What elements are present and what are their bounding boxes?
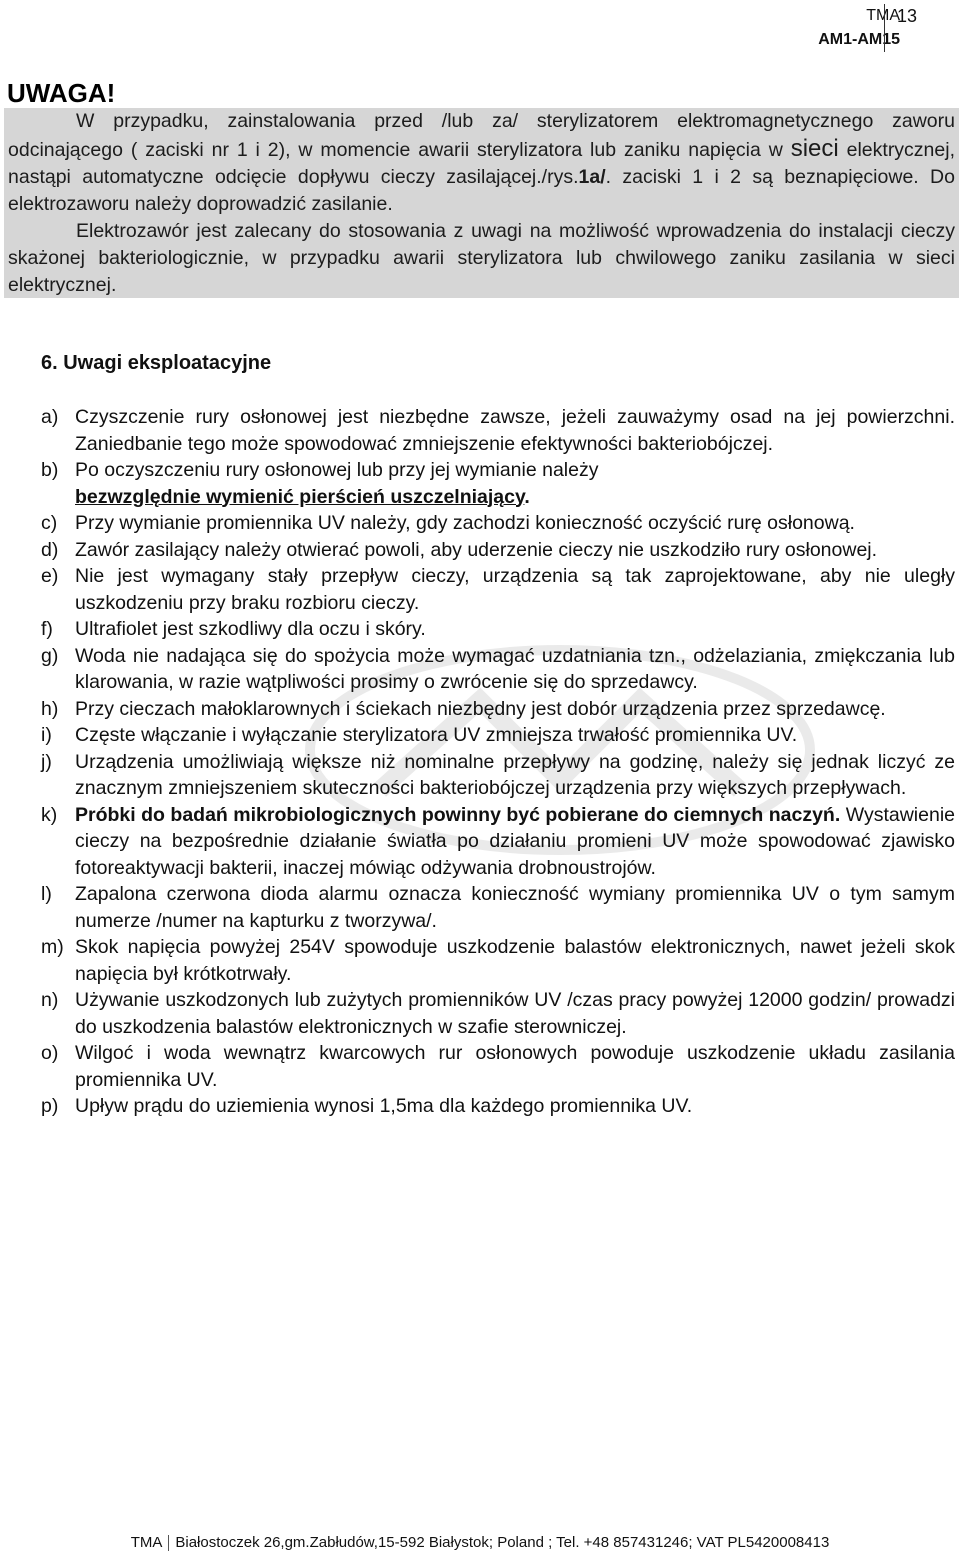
list-item-m bbox=[41, 934, 955, 987]
page-footer bbox=[0, 1534, 960, 1551]
list-item-p bbox=[41, 1093, 955, 1120]
item-letter: a) bbox=[41, 406, 59, 428]
item-letter: b) bbox=[41, 459, 59, 481]
item-k-bold: Próbki do badań mikrobiologicznych powinny być pobierane do ciemnych naczyń. bbox=[75, 803, 841, 826]
warning-text-c: . zaciski 1 i 2 są beznapięciowe. Do elektrozaworu należy doprowadzić zasilanie. bbox=[8, 166, 955, 215]
warning-text-b: elektrycznej, nastąpi automatyczne odcięcie dopływu cieczy zasilającej./rys. bbox=[8, 139, 955, 188]
warning-text-a: W przypadku, zainstalowania przed /lub za/ sterylizatorem elektromagnetycznego zaworu odcinającego ( zaciski nr 1 i 2), w momencie awarii sterylizatora lub zaniku napięcia w bbox=[8, 110, 955, 161]
item-letter: m) bbox=[41, 936, 64, 958]
list-item-n bbox=[41, 987, 955, 1040]
list-item-k bbox=[41, 802, 955, 882]
item-text: Upływ prądu do uziemienia wynosi 1,5ma dla każdego promiennika UV. bbox=[75, 1095, 693, 1117]
item-text: Czyszczenie rury osłonowej jest niezbędne zawsze, jeżeli zauważymy osad na jej powierzchni. Zaniedbanie tego może spowodować zmniejszenie efektywności bakteriobójczej. bbox=[75, 406, 955, 455]
list-item-f bbox=[41, 616, 955, 643]
item-text: Nie jest wymagany stały przepływ cieczy, urządzenia są tak zaprojektowane, aby nie uległy uszkodzeniu przy braku rozbioru cieczy. bbox=[75, 565, 955, 614]
footer-address: Białostoczek 26,gm.Zabłudów,15-592 Białystok; Poland ; Tel. +48 857431246; VAT PL5420008413 bbox=[175, 1534, 830, 1551]
item-text: Przy wymianie promiennika UV należy, gdy zachodzi konieczność oczyścić rurę osłonową. bbox=[75, 512, 855, 534]
footer-company: TMA bbox=[130, 1534, 163, 1551]
item-letter: o) bbox=[41, 1042, 59, 1064]
list-item-c bbox=[41, 510, 955, 537]
item-letter: g) bbox=[41, 644, 59, 667]
warning-title: UWAGA! bbox=[7, 78, 116, 108]
item-letter: f) bbox=[41, 618, 53, 640]
page-number: 13 bbox=[884, 4, 943, 52]
item-letter: c) bbox=[41, 512, 58, 534]
warning-figure-ref: 1a/ bbox=[578, 166, 606, 188]
list-item-g bbox=[41, 643, 955, 696]
item-text: Przy cieczach małoklarownych i ściekach niezbędny jest dobór urządzenia przez sprzedawcę. bbox=[75, 697, 886, 720]
item-letter: k) bbox=[41, 803, 58, 826]
item-b-emphasis: bezwzględnie wymienić pierścień uszczelniający bbox=[75, 485, 525, 508]
warning-paragraph-1 bbox=[4, 108, 959, 218]
list-item-d bbox=[41, 537, 955, 564]
item-b-text: Po oczyszczeniu rury osłonowej lub przy jej wymianie należy bbox=[75, 459, 599, 481]
warning-box bbox=[4, 108, 959, 298]
list-item-b bbox=[41, 457, 955, 510]
remarks-list bbox=[41, 404, 955, 1120]
item-letter: e) bbox=[41, 565, 59, 587]
item-text: Wilgoć i woda wewnątrz kwarcowych rur osłonowych powoduje uszkodzenie układu zasilania promiennika UV. bbox=[75, 1042, 955, 1091]
list-item-l bbox=[41, 881, 955, 934]
list-item-a bbox=[41, 404, 955, 457]
footer-divider bbox=[168, 1535, 169, 1551]
item-text: Skok napięcia powyżej 254V spowoduje uszkodzenie balastów elektronicznych, nawet jeżeli skok napięcia był krótkotrwały. bbox=[75, 936, 955, 985]
section-heading: 6. Uwagi eksploatacyjne bbox=[41, 352, 272, 374]
item-letter: l) bbox=[41, 883, 52, 905]
item-letter: i) bbox=[41, 724, 52, 746]
item-letter: p) bbox=[41, 1095, 59, 1117]
item-letter: d) bbox=[41, 538, 59, 561]
item-text bbox=[75, 802, 955, 882]
item-letter: h) bbox=[41, 697, 59, 720]
item-letter: n) bbox=[41, 989, 59, 1011]
item-text: Zawór zasilający należy otwierać powoli, aby uderzenie cieczy nie uszkodziło rury osłonowej. bbox=[75, 538, 878, 561]
warning-paragraph-2: Elektrozawór jest zalecany do stosowania z uwagi na możliwość wprowadzenia do instalacji cieczy skażonej bakteriologicznie, w przypadku awarii sterylizatora lub chwilowego zaniku zasilania w sieci elektrycznej. bbox=[8, 220, 955, 296]
item-letter: j) bbox=[41, 750, 52, 773]
item-text: Używanie uszkodzonych lub zużytych promienników UV /czas pracy powyżej 12000 godzin/ prowadzi do uszkodzenia balastów elektronicznych w szafie sterowniczej. bbox=[75, 989, 955, 1038]
list-item-h bbox=[41, 696, 955, 723]
header-company: TMA bbox=[866, 7, 900, 24]
warning-text-sieci: sieci bbox=[790, 135, 839, 162]
item-text: Urządzenia umożliwiają większe niż nominalne przepływy na godzinę, należy się jednak liczyć ze znacznym zmniejszeniem skuteczności bakteriobójczej urządzenia przy większych przepływach. bbox=[75, 750, 955, 799]
list-item-j bbox=[41, 749, 955, 802]
list-item-i bbox=[41, 722, 955, 749]
header-model: AM1-AM15 bbox=[818, 31, 900, 48]
item-k-text: Wystawienie cieczy na bezpośrednie działanie światła po działaniu promieni UV może spowodować zjawisko fotoreaktywacji bakterii, inaczej mówiąc odżywania drobnoustrojów. bbox=[75, 803, 955, 879]
item-text: Ultrafiolet jest szkodliwy dla oczu i skóry. bbox=[75, 618, 426, 640]
item-b-end: . bbox=[524, 485, 530, 508]
item-text: Częste włączanie i wyłączanie sterylizatora UV zmniejsza trwałość promiennika UV. bbox=[75, 724, 798, 746]
item-text: Zapalona czerwona dioda alarmu oznacza konieczność wymiany promiennika UV o tym samym numerze /numer na kapturku z tworzywa/. bbox=[75, 883, 955, 932]
list-item-e bbox=[41, 563, 955, 616]
item-text bbox=[75, 457, 955, 510]
list-item-o bbox=[41, 1040, 955, 1093]
item-text: Woda nie nadająca się do spożycia może wymagać uzdatniania tzn., odżelaziania, zmiękczania lub klarowania, w razie wątpliwości prosimy o zwrócenie się do sprzedawcy. bbox=[75, 644, 955, 693]
